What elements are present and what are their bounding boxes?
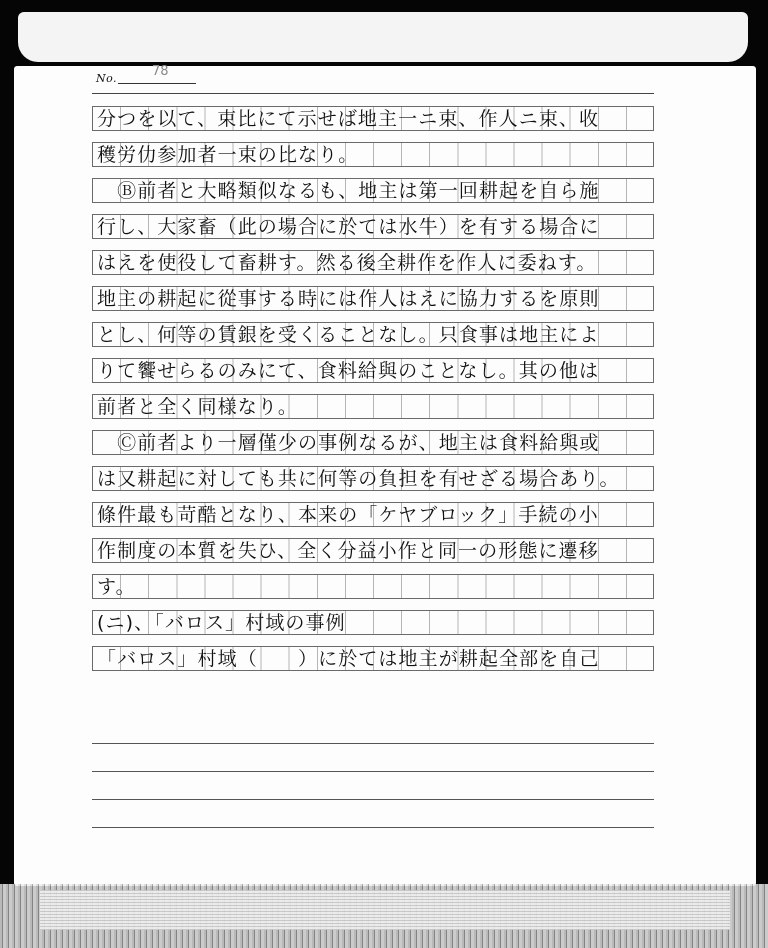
manuscript-line: 行し、大家畜（此の場合に於ては水牛）を有する場合に — [97, 216, 600, 238]
manuscript-row — [92, 106, 654, 131]
manuscript-row — [92, 214, 654, 239]
manuscript-line: Ⓒ前者より一層僅少の事例なるが、地主は食料給與或 — [97, 432, 600, 454]
manuscript-line: 穫労仂参加者一束の比なり。 — [97, 144, 359, 166]
manuscript-line: 「バロス」村域（ ）に於ては地主が耕起全部を自己 — [97, 648, 600, 670]
scan-edge-texture — [40, 890, 730, 930]
page-number: 78 — [152, 64, 169, 79]
manuscript-row — [92, 358, 654, 383]
top-rule — [92, 93, 654, 94]
manuscript-row — [92, 610, 654, 635]
ruled-line — [92, 743, 654, 744]
manuscript-row — [92, 502, 654, 527]
manuscript-row — [92, 538, 654, 563]
manuscript-line: 前者と全く同様なり。 — [97, 396, 299, 418]
manuscript-line: 分つを以て、束比にて示せば地主一ニ束、作人ニ束、收 — [97, 108, 600, 130]
manuscript-line: 作制度の本質を失ひ、全く分益小作と同一の形態に遷移 — [97, 540, 599, 562]
manuscript-line: Ⓑ前者と大略類似なるも、地主は第一回耕起を自ら施 — [97, 180, 600, 202]
manuscript-row — [92, 646, 654, 671]
manuscript-row — [92, 322, 654, 347]
manuscript-line: は又耕起に対しても共に何等の負担を有せざる場合あり。 — [97, 468, 620, 490]
binder-strip — [18, 12, 748, 62]
manuscript-line: す。 — [97, 576, 136, 598]
manuscript-row — [92, 394, 654, 419]
manuscript-line: 地主の耕起に從事する時には作人はえに協力するを原則 — [97, 288, 600, 310]
manuscript-line: (ニ)、「バロス」村域の事例 — [97, 612, 346, 634]
manuscript-line: 條件最も苛酷となり、本来の「ケヤブロック」手続の小 — [97, 504, 599, 526]
ruled-line — [92, 771, 654, 772]
manuscript-row — [92, 574, 654, 599]
ruled-line — [92, 799, 654, 800]
manuscript-row — [92, 466, 654, 491]
manuscript-row — [92, 430, 654, 455]
blank-ruled-lines — [92, 743, 654, 855]
manuscript-line: はえを使役して畜耕す。然る後全耕作を作人に委ねす。 — [97, 252, 597, 274]
page-number-label: No. — [96, 72, 118, 85]
manuscript-row — [92, 142, 654, 167]
manuscript-line: りて饗せらるのみにて、食料給與のことなし。其の他は — [97, 360, 600, 382]
manuscript-row — [92, 178, 654, 203]
ruled-line — [92, 827, 654, 828]
manuscript-line: とし、何等の賃銀を受くることなし。只食事は地主によ — [97, 324, 600, 346]
page-number-underline — [118, 83, 196, 84]
manuscript-row — [92, 250, 654, 275]
manuscript-grid — [92, 106, 654, 682]
manuscript-row — [92, 286, 654, 311]
